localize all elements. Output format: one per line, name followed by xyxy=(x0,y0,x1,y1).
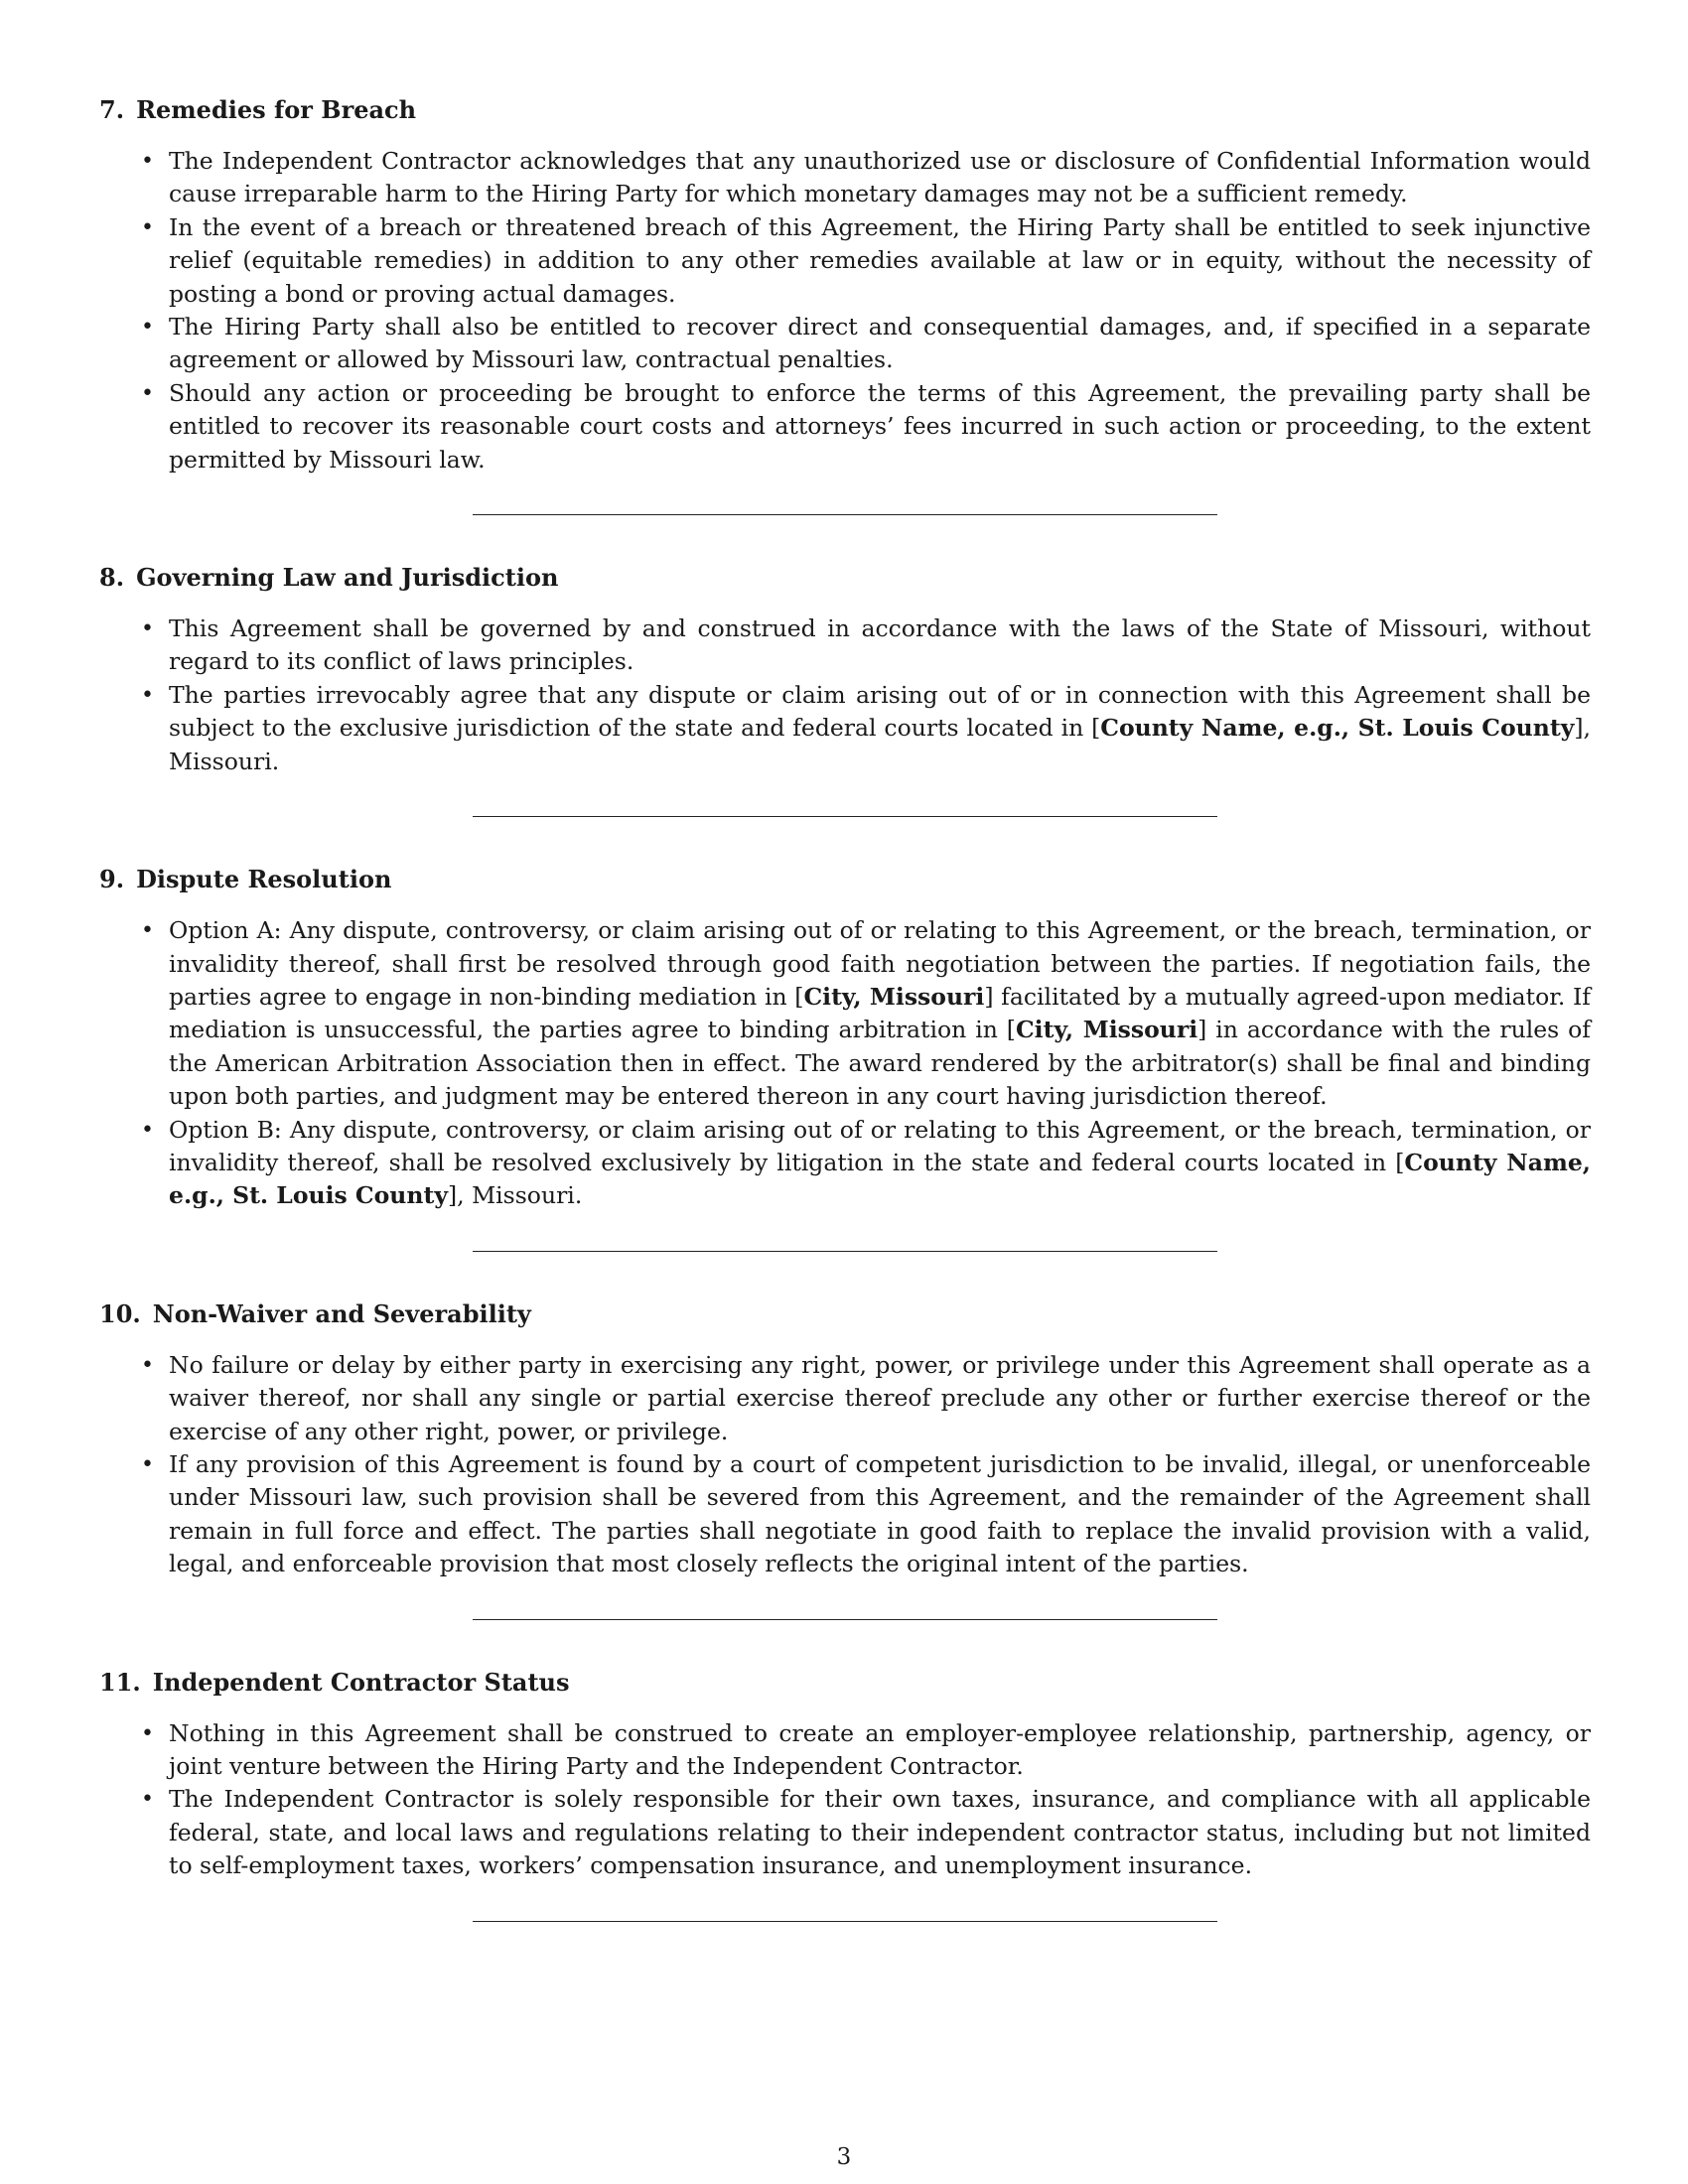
section-divider xyxy=(473,816,1217,817)
section-title-text: Non-Waiver and Severability xyxy=(152,1298,531,1328)
bullet-list xyxy=(99,613,1591,778)
list-item xyxy=(169,679,1591,778)
placeholder-county: County Name, e.g., St. Louis County xyxy=(169,1148,1591,1210)
list-item: • The Independent Contractor is solely responsible for their own taxes, insurance, and compliance with all applicable federal, state, and local laws and regulations relating to their independent contractor status, including but not limited to self-employment taxes, workers’ compensation insurance, and unemployment insurance. xyxy=(169,1783,1591,1882)
section-title xyxy=(99,865,1591,894)
text-segment: ] facilitated by a mutually agreed-upon mediator. If mediation is unsuccessful, the parties agree to binding arbitration in [ xyxy=(169,982,1591,1044)
text-segment: Option A: Any dispute, controversy, or claim arising out of or relating to this Agreement, or the breach, termination, or invalidity thereof, shall first be resolved through good faith negotiation between the parties. If negotiation fails, the parties agree to engage in non-binding mediation in [ xyxy=(169,916,1591,1011)
section-governing-law xyxy=(99,563,1591,778)
section-number: 8. xyxy=(99,563,125,593)
text-segment: Option B: Any dispute, controversy, or claim arising out of or relating to this Agreement, or the breach, termination, or invalidity thereof, shall be resolved exclusively by litigation in the state and federal courts located in [ xyxy=(169,1115,1591,1176)
section-title-text: Remedies for Breach xyxy=(136,95,417,124)
section-title xyxy=(99,1299,1591,1329)
page-number: 3 xyxy=(836,2144,852,2170)
list-item: • Should any action or proceeding be brought to enforce the terms of this Agreement, the prevailing party shall be entitled to recover its reasonable court costs and attorneys’ fees incurred in such action or proceeding, to the extent permitted by Missouri law. xyxy=(169,377,1591,477)
placeholder-county: County Name, e.g., St. Louis County xyxy=(1100,714,1575,743)
section-title xyxy=(99,1668,1591,1698)
list-item: • The Independent Contractor acknowledges that any unauthorized use or disclosure of Confidential Information would cause irreparable harm to the Hiring Party for which monetary damages may not be a sufficient remedy. xyxy=(169,145,1591,211)
section-number: 11. xyxy=(99,1667,141,1697)
section-number: 10. xyxy=(99,1298,141,1328)
list-item: • Nothing in this Agreement shall be construed to create an employer-employee relationship, partnership, agency, or joint venture between the Hiring Party and the Independent Contractor. xyxy=(169,1717,1591,1784)
section-remedies-for-breach xyxy=(99,95,1591,477)
section-title xyxy=(99,95,1591,125)
placeholder-city: City, Missouri xyxy=(1015,1016,1198,1044)
section-number: 7. xyxy=(99,95,125,124)
list-item: • In the event of a breach or threatened breach of this Agreement, the Hiring Party shall be entitled to seek injunctive relief (equitable remedies) in addition to any other remedies available at law or in equity, without the necessity of posting a bond or proving actual damages. xyxy=(169,211,1591,311)
section-divider xyxy=(473,1619,1217,1620)
list-item: • No failure or delay by either party in exercising any right, power, or privilege under this Agreement shall operate as a waiver thereof, nor shall any single or partial exercise thereof preclude any other or further exercise thereof or the exercise of any other right, power, or privilege. xyxy=(169,1349,1591,1448)
section-independent-contractor-status xyxy=(99,1668,1591,1883)
text-segment: ], Missouri. xyxy=(447,1181,583,1210)
section-dispute-resolution xyxy=(99,865,1591,1213)
text-segment: The parties irrevocably agree that any dispute or claim arising out of or in connection with this Agreement shall be subject to the exclusive jurisdiction of the state and federal courts located in [ xyxy=(169,680,1591,743)
list-item: • If any provision of this Agreement is found by a court of competent jurisdiction to be invalid, illegal, or unenforceable under Missouri law, such provision shall be severed from this Agreement, and the remainder of the Agreement shall remain in full force and effect. The parties shall negotiate in good faith to replace the invalid provision with a valid, legal, and enforceable provision that most closely reflects the original intent of the parties. xyxy=(169,1448,1591,1581)
placeholder-city: City, Missouri xyxy=(803,982,985,1011)
section-title-text: Governing Law and Jurisdiction xyxy=(136,563,559,593)
list-item xyxy=(169,914,1591,1113)
document-page xyxy=(99,95,1591,1970)
list-item: • The Hiring Party shall also be entitled to recover direct and consequential damages, and, if specified in a separate agreement or allowed by Missouri law, contractual penalties. xyxy=(169,311,1591,377)
section-non-waiver xyxy=(99,1299,1591,1581)
section-title-text: Independent Contractor Status xyxy=(152,1667,570,1697)
list-item: • This Agreement shall be governed by and construed in accordance with the laws of the State of Missouri, without regard to its conflict of laws principles. xyxy=(169,613,1591,679)
section-number: 9. xyxy=(99,865,125,894)
section-divider xyxy=(473,514,1217,515)
section-divider xyxy=(473,1251,1217,1252)
section-title xyxy=(99,563,1591,593)
bullet-list xyxy=(99,1349,1591,1581)
section-title-text: Dispute Resolution xyxy=(136,865,392,894)
section-divider xyxy=(473,1921,1217,1922)
bullet-list xyxy=(99,145,1591,477)
list-item xyxy=(169,1114,1591,1213)
bullet-list xyxy=(99,914,1591,1213)
text-segment: ] in accordance with the rules of the American Arbitration Association then in effect. The award rendered by the arbitrator(s) shall be final and binding upon both parties, and judgment may be entered thereon in any court having jurisdiction thereof. xyxy=(169,1016,1591,1111)
text-segment: ], Missouri. xyxy=(169,714,1591,775)
bullet-list xyxy=(99,1717,1591,1883)
